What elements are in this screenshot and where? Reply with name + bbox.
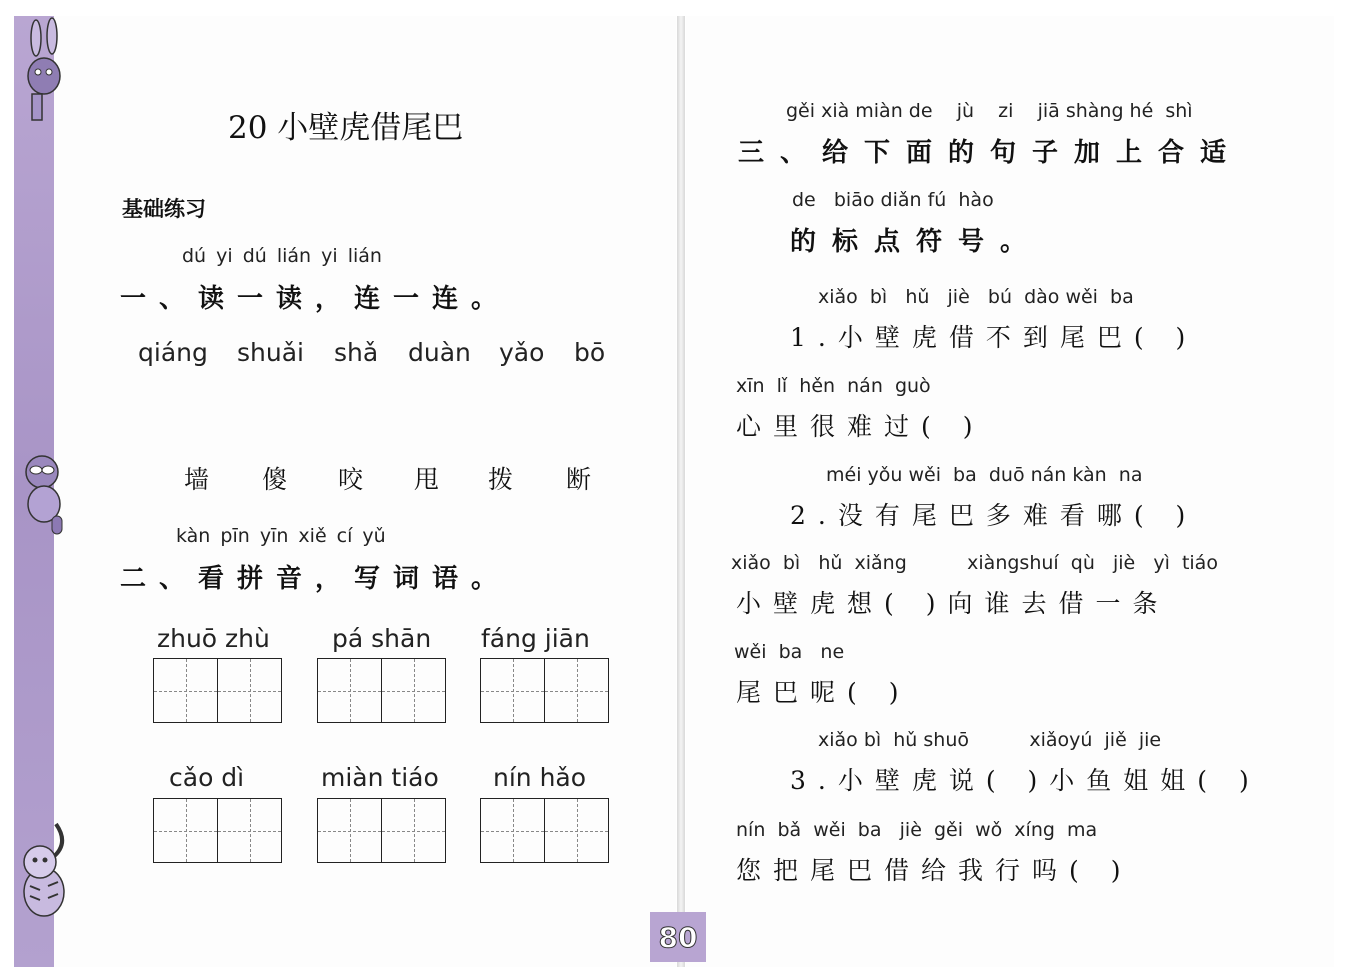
writing-grid[interactable] (317, 798, 446, 863)
line-pinyin: wěi ba ne (734, 641, 845, 663)
left-page (14, 16, 676, 967)
sentence-line[interactable]: 尾巴呢( ) (736, 678, 911, 707)
page-number: 80 (650, 912, 706, 962)
pinyin-item[interactable]: shuǎi (237, 338, 304, 367)
line-pinyin: xiǎo bì hǔ shuō xiǎoyú jiě jie (818, 729, 1162, 751)
right-page (686, 16, 1334, 967)
tiger-icon (16, 816, 72, 946)
sentence-line[interactable]: 2.没有尾巴多难看哪( ) (790, 501, 1198, 530)
sentence-line[interactable]: 1.小壁虎借不到尾巴( ) (790, 323, 1198, 352)
writing-grid[interactable] (153, 798, 282, 863)
word-pinyin: fáng jiān (481, 624, 590, 653)
word-pinyin: zhuō zhù (157, 624, 270, 653)
char-item[interactable]: 甩 (414, 465, 452, 494)
line-pinyin: xiǎo bì hǔ jiè bú dào wěi ba (818, 286, 1134, 308)
pinyin-item[interactable]: shǎ (334, 338, 379, 367)
sentence-line[interactable]: 3.小壁虎说( )小鱼姐姐( ) (790, 766, 1261, 795)
writing-grid[interactable] (317, 658, 446, 723)
char-item[interactable]: 傻 (262, 465, 300, 494)
writing-grid[interactable] (480, 658, 609, 723)
book-gutter (677, 16, 685, 967)
writing-grid[interactable] (480, 798, 609, 863)
pinyin-item[interactable]: yǎo (499, 338, 545, 367)
section3-heading-2: 的标点符号。 (790, 227, 1043, 257)
line-pinyin: xiǎo bì hǔ xiǎng xiàngshuí qù jiè yì tiáo (731, 552, 1218, 574)
char-item[interactable]: 拨 (488, 465, 526, 494)
section2-pinyin: kàn pīn yīn xiě cí yǔ (176, 525, 386, 547)
section3-pinyin-1: gěi xià miàn de jù zi jiā shàng hé shì (786, 100, 1193, 122)
pinyin-item[interactable]: duàn (408, 338, 471, 367)
section1-heading: 一、读一读，连一连。 (120, 284, 511, 314)
word-pinyin: cǎo dì (169, 763, 245, 792)
raccoon-icon (16, 446, 72, 536)
sentence-line[interactable]: 心里很难过( ) (736, 412, 985, 441)
word-pinyin: pá shān (332, 624, 432, 653)
sentence-line[interactable]: 小壁虎想( )向谁去借一条 (736, 589, 1170, 618)
pinyin-item[interactable]: qiáng (138, 338, 208, 367)
section3-heading-1: 三、给下面的句子加上合适 (738, 138, 1243, 168)
line-pinyin: nín bǎ wěi ba jiè gěi wǒ xíng ma (736, 819, 1098, 841)
line-pinyin: xīn lǐ hěn nán guò (736, 375, 931, 397)
word-pinyin: nín hǎo (493, 763, 587, 792)
section3-pinyin-2: de biāo diǎn fú hào (792, 189, 994, 211)
char-item[interactable]: 咬 (338, 465, 376, 494)
subtitle: 基础练习 (122, 197, 206, 221)
char-item[interactable]: 断 (566, 465, 604, 494)
pinyin-item[interactable]: bō (574, 338, 606, 367)
section1-pinyin: dú yi dú lián yi lián (182, 245, 382, 267)
sentence-line[interactable]: 您把尾巴借给我行吗( ) (736, 856, 1133, 885)
section2-heading: 二、看拼音，写词语。 (120, 564, 511, 594)
char-item[interactable]: 墙 (184, 465, 222, 494)
page-title: 20 小壁虎借尾巴 (228, 110, 464, 146)
writing-grid[interactable] (153, 658, 282, 723)
line-pinyin: méi yǒu wěi ba duō nán kàn na (826, 464, 1143, 486)
word-pinyin: miàn tiáo (321, 763, 439, 792)
bunny-icon (16, 16, 72, 126)
